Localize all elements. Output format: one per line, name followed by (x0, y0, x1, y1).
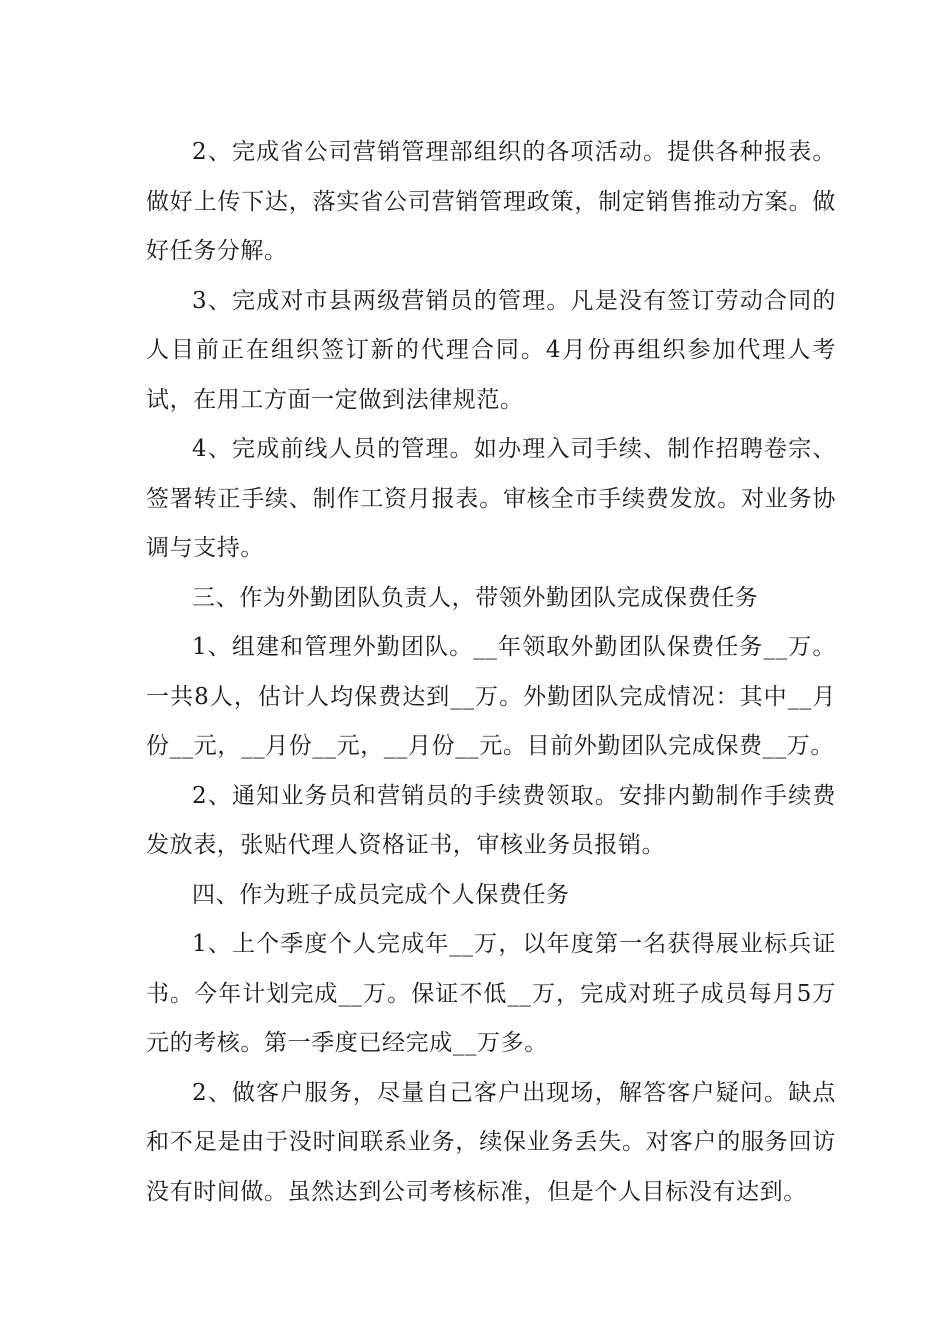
section-heading-4: 四、作为班子成员完成个人保费任务 (192, 881, 570, 908)
paragraph-item-3: 3、完成对市县两级营销员的管理。凡是没有签订劳动合同的人目前正在组织签订新的代理合同。4月份再组织参加代理人考试，在用工方面一定做到法律规范。 (146, 287, 836, 413)
section-heading-3: 三、作为外勤团队负责人，带领外勤团队完成保费任务 (192, 584, 759, 611)
paragraph-team-1: 1、组建和管理外勤团队。__年领取外勤团队保费任务__万。一共8人，估计人均保费达到__万。外勤团队完成情况：其中__月份__元，__月份__元，__月份__元。目前外勤团队完成保费__万。 (146, 634, 836, 759)
paragraph-personal-2: 2、做客户服务，尽量自己客户出现场，解答客户疑问。缺点和不足是由于没时间联系业务，续保业务丢失。对客户的服务回访没有时间做。虽然达到公司考核标准，但是个人目标没有达到。 (146, 1079, 836, 1205)
paragraph-personal-1: 1、上个季度个人完成年__万，以年度第一名获得展业标兵证书。今年计划完成__万。保证不低__万，完成对班子成员每月5万元的考核。第一季度已经完成__万多。 (146, 931, 836, 1056)
paragraph-team-2: 2、通知业务员和营销员的手续费领取。安排内勤制作手续费发放表，张贴代理人资格证书，审核业务员报销。 (146, 782, 836, 858)
paragraph-item-2: 2、完成省公司营销管理部组织的各项活动。提供各种报表。做好上传下达，落实省公司营销管理政策，制定销售推动方案。做好任务分解。 (146, 139, 836, 264)
document-body (146, 128, 836, 1217)
paragraph-item-4: 4、完成前线人员的管理。如办理入司手续、制作招聘卷宗、签署转正手续、制作工资月报表。审核全市手续费发放。对业务协调与支持。 (146, 436, 836, 561)
